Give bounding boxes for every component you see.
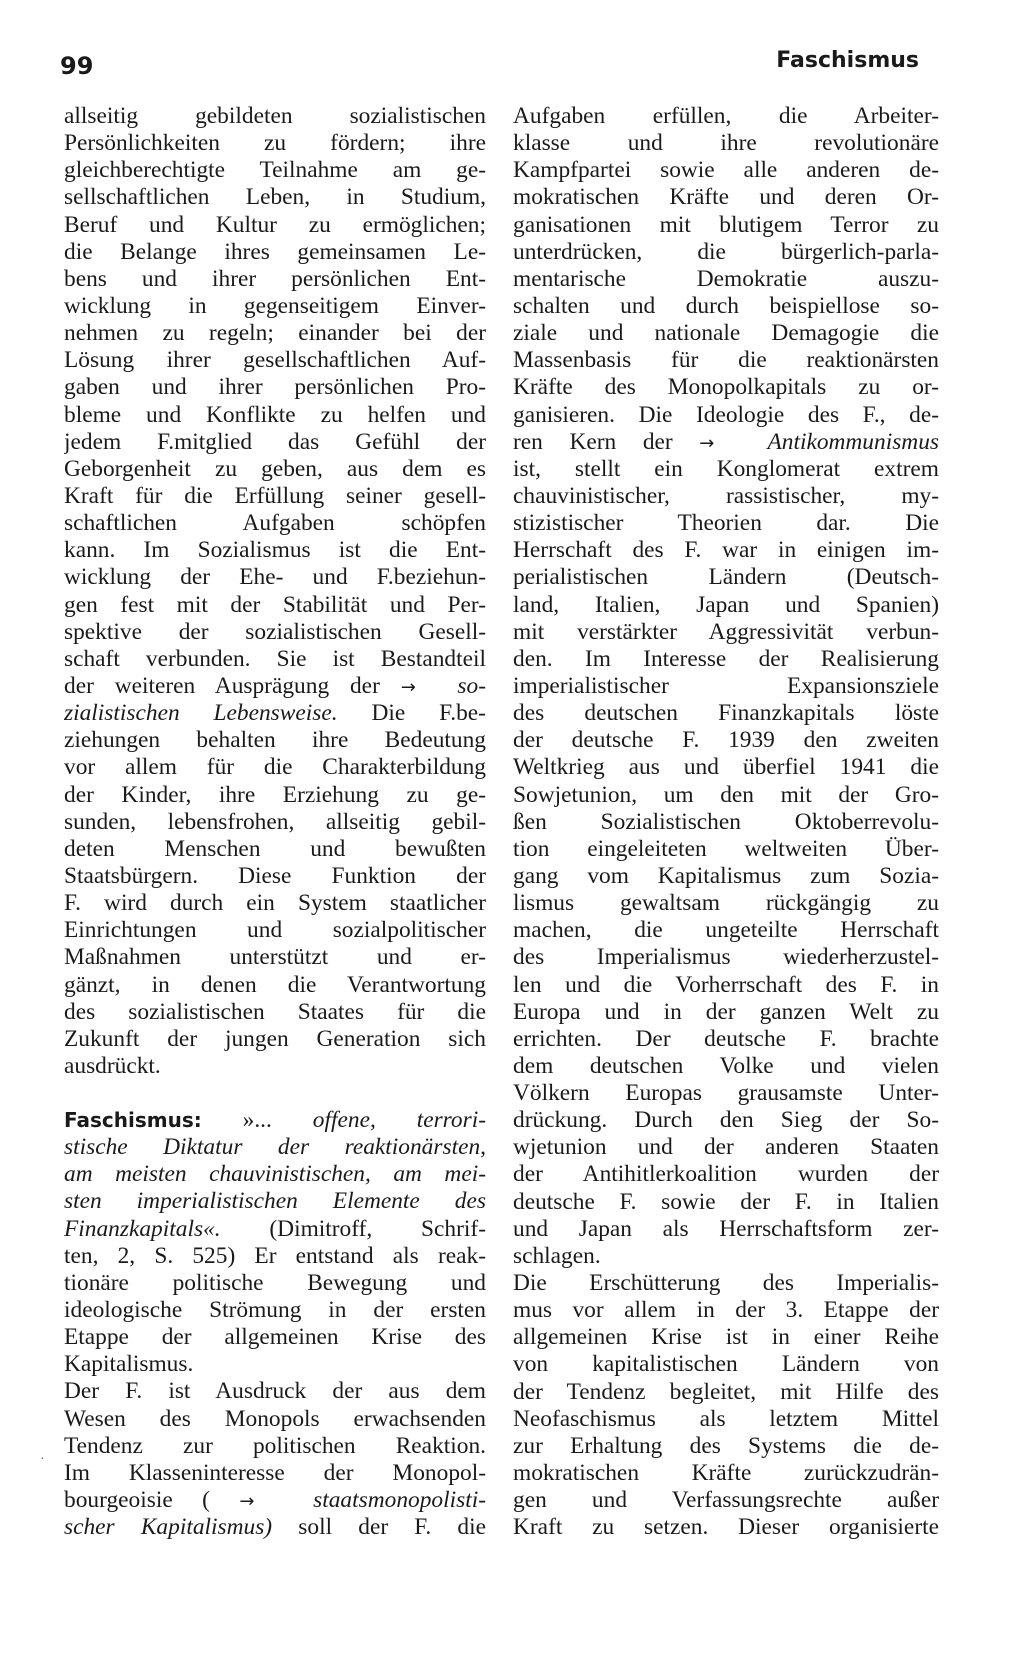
text-segment: gaben und ihrer persönlichen Pro- <box>64 374 486 401</box>
text-line <box>513 700 939 727</box>
text-line <box>64 782 486 809</box>
text-line <box>64 429 486 456</box>
text-line <box>64 1270 486 1297</box>
text-segment: mit verstärkter Aggressivität verbun- <box>513 618 939 645</box>
text-segment: die Belange ihres gemeinsamen Le- <box>64 238 486 265</box>
text-segment: deten Menschen und bewußten <box>64 835 486 862</box>
text-line <box>64 1243 486 1270</box>
text-segment: Geborgenheit zu geben, aus dem es <box>64 455 486 482</box>
text-line <box>513 836 939 863</box>
text-segment: Neofaschismus als letztem Mittel <box>513 1405 939 1432</box>
text-segment: Im Klasseninteresse der Monopol- <box>64 1459 486 1486</box>
text-segment: Völkern Europas grausamste Unter- <box>513 1080 939 1107</box>
text-segment: sellschaftlichen Leben, in Studium, <box>64 184 486 211</box>
text-line <box>513 727 939 754</box>
text-segment: Die F.be- <box>371 700 486 727</box>
text-segment: ganisieren. Die Ideologie des F., de- <box>513 401 939 428</box>
text-line <box>513 809 939 836</box>
text-segment: kann. Im Sozialismus ist die Ent- <box>64 537 486 564</box>
text-line <box>64 266 486 293</box>
text-line <box>64 510 486 537</box>
text-line <box>513 429 939 456</box>
text-segment: machen, die ungeteilte Herrschaft <box>513 917 939 944</box>
text-segment: Etappe der allgemeinen Krise des <box>64 1324 486 1351</box>
text-segment: der Antihitlerkoalition wurden der <box>513 1161 939 1188</box>
text-segment: stizistischer Theorien dar. Die <box>513 510 939 537</box>
text-segment: wjetunion und der anderen Staaten <box>513 1134 939 1161</box>
text-segment: schaft verbunden. Sie ist Bestandteil <box>64 645 486 672</box>
text-line <box>513 293 939 320</box>
text-line <box>513 890 939 917</box>
text-line <box>513 157 939 184</box>
text-line <box>64 1216 486 1243</box>
text-segment: mentarische Demokratie auszu- <box>513 265 939 292</box>
text-segment: der Tendenz begleitet, mit Hilfe des <box>513 1378 939 1405</box>
text-segment: Einrichtungen und sozialpolitischer <box>64 917 486 944</box>
text-segment: deutsche F. sowie der F. in Italien <box>513 1188 939 1215</box>
text-segment: Kraft zu setzen. Dieser organisierte <box>513 1514 939 1541</box>
text-line <box>64 1433 486 1460</box>
text-line <box>513 999 939 1026</box>
text-segment: Aufgaben erfüllen, die Arbeiter- <box>513 103 939 129</box>
text-segment: Kampfpartei sowie alle anderen de- <box>513 157 939 184</box>
text-line <box>513 483 939 510</box>
text-line <box>64 917 486 944</box>
left-text-column <box>64 103 486 1541</box>
text-segment: Kraft für die Erfüllung seiner gesell- <box>64 482 486 509</box>
text-segment: Maßnahmen unterstützt und er- <box>64 944 486 971</box>
text-line <box>513 782 939 809</box>
text-segment: Der F. ist Ausdruck der aus dem <box>64 1378 486 1405</box>
text-line <box>64 619 486 646</box>
text-segment: der weiteren Ausprägung der <box>64 672 380 699</box>
page-number: 99 <box>60 52 94 80</box>
text-line <box>513 1053 939 1080</box>
text-line <box>64 727 486 754</box>
text-line <box>64 347 486 374</box>
text-segment: »... <box>242 1107 272 1134</box>
text-line <box>64 1324 486 1351</box>
text-line <box>513 1080 939 1107</box>
text-line <box>513 646 939 673</box>
text-segment: Europa und in der ganzen Welt zu <box>513 998 939 1025</box>
text-line <box>513 754 939 781</box>
text-line <box>64 944 486 971</box>
italic-text: staatsmonopolisti- <box>313 1487 486 1514</box>
text-segment: dem deutschen Volke und vielen <box>513 1052 939 1079</box>
text-segment: bens und ihrer persönlichen Ent- <box>64 265 486 292</box>
text-segment: allseitig gebildeten sozialistischen <box>64 103 486 129</box>
text-segment: der Kinder, ihre Erziehung zu ge- <box>64 781 486 808</box>
text-line <box>64 700 486 727</box>
text-segment: imperialistischer Expansionsziele <box>513 672 939 699</box>
text-line <box>64 564 486 591</box>
text-segment: bleme und Konflikte zu helfen und <box>64 401 486 428</box>
text-segment: chauvinistischer, rassistischer, my- <box>513 482 939 509</box>
text-line <box>513 1514 939 1541</box>
text-line <box>513 1460 939 1487</box>
text-line <box>513 103 939 130</box>
text-segment: Beruf und Kultur zu ermöglichen; <box>64 211 486 238</box>
text-line <box>64 402 486 429</box>
text-segment: ten, 2, S. 525) Er entstand als reak- <box>64 1242 486 1269</box>
text-line <box>513 1161 939 1188</box>
text-segment: gang vom Kapitalismus zum Sozia- <box>513 862 939 889</box>
text-line <box>64 972 486 999</box>
text-line <box>64 1053 486 1080</box>
italic-text: am meisten chauvinistischen, am mei- <box>64 1161 486 1188</box>
text-segment: land, Italien, Japan und Spanien) <box>513 591 939 618</box>
text-line <box>513 673 939 700</box>
text-segment: Weltkrieg aus und überfiel 1941 die <box>513 754 939 781</box>
italic-text: stische Diktatur der reaktionärsten, <box>64 1134 486 1161</box>
text-segment: len und die Vorherrschaft des F. in <box>513 971 939 998</box>
text-segment: schalten und durch beispiellose so- <box>513 292 939 319</box>
text-segment: Kapitalismus. <box>64 1351 194 1378</box>
text-segment: gen fest mit der Stabilität und Per- <box>64 591 486 618</box>
text-segment: Tendenz zur politischen Reaktion. <box>64 1432 486 1459</box>
text-segment: gleichberechtigte Teilnahme am ge- <box>64 157 486 184</box>
text-line <box>64 1514 486 1541</box>
text-line <box>64 157 486 184</box>
text-segment: Herrschaft des F. war in einigen im- <box>513 537 939 564</box>
text-segment: wicklung der Ehe- und F.beziehun- <box>64 564 486 591</box>
text-segment: drückung. Durch den Sieg der So- <box>513 1107 939 1134</box>
text-line <box>513 320 939 347</box>
text-line <box>64 809 486 836</box>
text-line <box>64 320 486 347</box>
text-segment: Sowjetunion, um den mit der Gro- <box>513 781 939 808</box>
text-segment: jedem F.mitglied das Gefühl der <box>64 428 486 455</box>
text-line <box>513 972 939 999</box>
text-segment: sunden, lebensfrohen, allseitig gebil- <box>64 808 486 835</box>
text-line <box>513 1433 939 1460</box>
text-line <box>513 1107 939 1134</box>
text-line <box>64 130 486 157</box>
text-segment: ziale und nationale Demagogie die <box>513 320 939 347</box>
text-segment: lismus gewaltsam rückgängig zu <box>513 890 939 917</box>
text-line <box>513 1189 939 1216</box>
text-line <box>513 1134 939 1161</box>
text-segment: gänzt, in denen die Verantwortung <box>64 971 486 998</box>
text-segment: von kapitalistischen Ländern von <box>513 1351 939 1378</box>
text-segment: ganisationen mit blutigem Terror zu <box>513 211 939 238</box>
text-line <box>64 212 486 239</box>
text-segment: und Japan als Herrschaftsform zer- <box>513 1215 939 1242</box>
text-line <box>64 592 486 619</box>
text-line <box>513 1351 939 1378</box>
cross-reference-arrow-icon: → <box>400 676 437 698</box>
text-line <box>513 456 939 483</box>
text-line <box>64 890 486 917</box>
text-line <box>64 239 486 266</box>
text-segment: klasse und ihre revolutionäre <box>513 130 939 157</box>
text-segment: Die Erschütterung des Imperialis- <box>513 1270 939 1297</box>
keyword-heading: Faschismus: <box>64 1108 202 1133</box>
text-segment: schlagen. <box>513 1242 601 1269</box>
text-segment: perialistischen Ländern (Deutsch- <box>513 564 939 591</box>
text-line <box>64 836 486 863</box>
text-segment: ideologische Strömung in der ersten <box>64 1297 486 1324</box>
text-line <box>513 917 939 944</box>
text-segment: Zukunft der jungen Generation sich <box>64 1025 486 1052</box>
text-line <box>513 1243 939 1270</box>
text-segment: des deutschen Finanzkapitals löste <box>513 700 939 727</box>
italic-text: so- <box>457 672 486 699</box>
right-text-column <box>513 103 939 1541</box>
text-line <box>64 1188 486 1215</box>
text-segment: F. wird durch ein System staatlicher <box>64 890 486 917</box>
text-line <box>64 754 486 781</box>
text-line <box>513 564 939 591</box>
text-line <box>64 374 486 401</box>
text-line <box>513 1026 939 1053</box>
text-line <box>513 863 939 890</box>
cross-reference-arrow-icon: → <box>699 432 741 454</box>
text-segment: Persönlichkeiten zu fördern; ihre <box>64 130 486 157</box>
text-segment: ziehungen behalten ihre Bedeutung <box>64 727 486 754</box>
text-line <box>513 402 939 429</box>
text-line <box>513 619 939 646</box>
text-line <box>64 863 486 890</box>
text-segment: ist, stellt ein Konglomerat extrem <box>513 455 939 482</box>
text-segment: der deutsche F. 1939 den zweiten <box>513 727 939 754</box>
text-line <box>513 266 939 293</box>
text-segment: Lösung ihrer gesellschaftlichen Auf- <box>64 347 486 374</box>
text-line <box>64 1487 486 1514</box>
text-segment: des sozialistischen Staates für die <box>64 998 486 1025</box>
text-line <box>513 592 939 619</box>
text-line <box>64 1026 486 1053</box>
cross-reference-arrow-icon: → <box>239 1491 284 1513</box>
text-segment: mokratischen Kräfte zurückzudrän- <box>513 1460 939 1487</box>
text-segment: errichten. Der deutsche F. brachte <box>513 1025 939 1052</box>
text-line <box>513 1487 939 1514</box>
text-line <box>64 184 486 211</box>
text-line <box>64 1107 486 1134</box>
text-line <box>64 1406 486 1433</box>
text-line <box>513 1297 939 1324</box>
text-line <box>64 483 486 510</box>
text-segment: tion eingeleiteten weltweiten Über- <box>513 835 939 862</box>
paragraph-gap <box>64 1080 486 1107</box>
text-line <box>513 130 939 157</box>
text-segment: des Imperialismus wiederherzustel- <box>513 944 939 971</box>
text-segment: zur Erhaltung des Systems die de- <box>513 1432 939 1459</box>
text-line <box>513 1216 939 1243</box>
text-line <box>64 1460 486 1487</box>
text-line <box>64 1351 486 1378</box>
text-segment: unterdrücken, die bürgerlich-parla- <box>513 238 939 265</box>
text-segment: den. Im Interesse der Realisierung <box>513 645 939 672</box>
italic-text: sten imperialistischen Elemente des <box>64 1188 486 1215</box>
text-segment: bourgeoisie ( <box>64 1487 210 1514</box>
text-line <box>513 944 939 971</box>
text-segment: schaftlichen Aufgaben schöpfen <box>64 510 486 537</box>
text-segment: Wesen des Monopols erwachsenden <box>64 1405 486 1432</box>
text-line <box>513 184 939 211</box>
italic-text: offene, terrori- <box>312 1107 486 1134</box>
text-line <box>513 212 939 239</box>
text-line <box>513 1270 939 1297</box>
text-segment: Massenbasis für die reaktionärsten <box>513 347 939 374</box>
italic-text: Finanzkapitals«. <box>64 1215 221 1242</box>
text-line <box>64 293 486 320</box>
text-line <box>513 1379 939 1406</box>
text-line <box>64 1161 486 1188</box>
italic-text: scher Kapitalismus) <box>64 1514 273 1541</box>
text-segment: ßen Sozialistischen Oktoberrevolu- <box>513 808 939 835</box>
text-segment: soll der F. die <box>298 1514 486 1541</box>
text-line <box>64 999 486 1026</box>
text-line <box>64 537 486 564</box>
text-segment: allgemeinen Krise ist in einer Reihe <box>513 1324 939 1351</box>
text-line <box>513 347 939 374</box>
text-segment: nehmen zu regeln; einander bei der <box>64 320 486 347</box>
text-line <box>513 537 939 564</box>
text-segment: vor allem für die Charakterbildung <box>64 754 486 781</box>
text-segment: gen und Verfassungsrechte außer <box>513 1487 939 1514</box>
text-segment: Staatsbürgern. Diese Funktion der <box>64 862 486 889</box>
text-line <box>64 1134 486 1161</box>
text-line <box>513 1406 939 1433</box>
text-segment: mokratischen Kräfte und deren Or- <box>513 184 939 211</box>
text-segment: tionäre politische Bewegung und <box>64 1269 486 1296</box>
running-head-keyword: Faschismus <box>776 48 919 73</box>
text-segment: spektive der sozialistischen Gesell- <box>64 618 486 645</box>
italic-text: Antikommunismus <box>767 428 939 455</box>
text-line <box>513 1324 939 1351</box>
text-line <box>64 456 486 483</box>
text-line <box>64 646 486 673</box>
text-line <box>513 239 939 266</box>
text-line <box>64 1297 486 1324</box>
text-segment: wicklung in gegenseitigem Einver- <box>64 292 486 319</box>
text-segment: ausdrückt. <box>64 1052 161 1079</box>
text-segment: ren Kern der <box>513 428 673 455</box>
italic-text: zialistischen Lebensweise. <box>64 700 338 727</box>
text-segment: Kräfte des Monopolkapitals zu or- <box>513 374 939 401</box>
text-line <box>64 103 486 130</box>
text-segment: mus vor allem in der 3. Etappe der <box>513 1297 939 1324</box>
text-line <box>513 374 939 401</box>
text-line <box>513 510 939 537</box>
text-segment: (Dimitroff, Schrif- <box>269 1215 486 1242</box>
margin-speck: · <box>40 1452 45 1467</box>
text-line <box>64 1378 486 1405</box>
text-line <box>64 673 486 700</box>
